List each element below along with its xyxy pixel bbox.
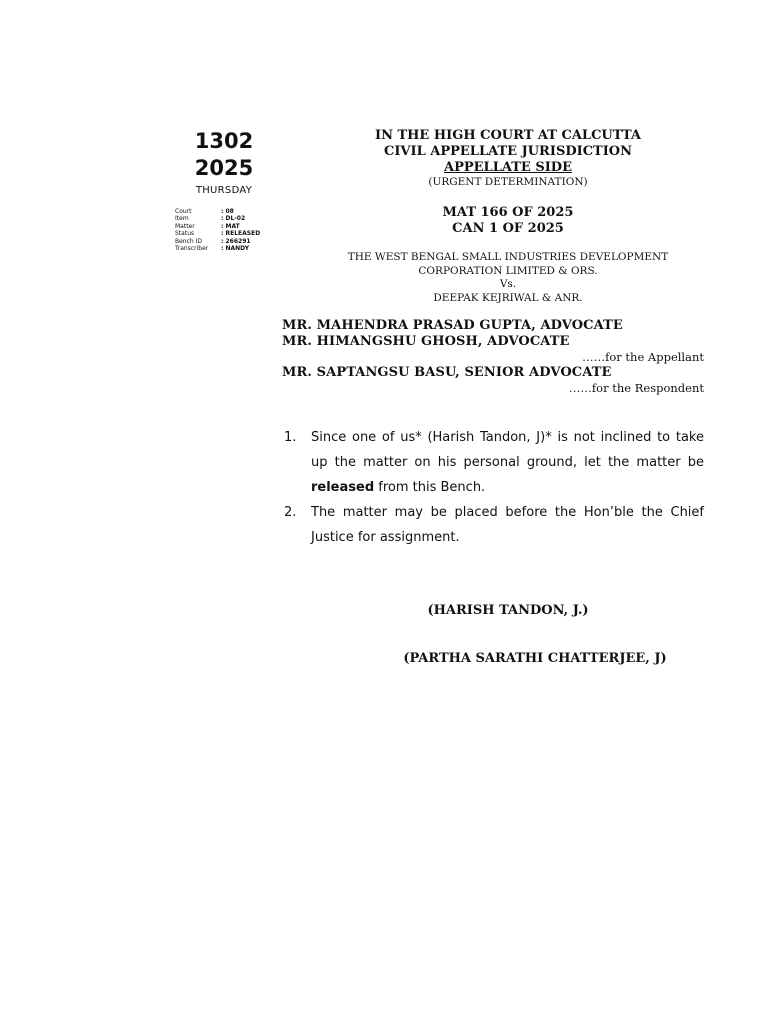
order-item-number: 1.	[284, 430, 297, 445]
meta-row-bench-id: Bench ID : 266291	[175, 237, 251, 245]
appellant-line-1: THE WEST BENGAL SMALL INDUSTRIES DEVELOPMENT	[347, 251, 669, 263]
meta-row-matter: Matter : MAT	[175, 222, 240, 230]
serial-number: 1302	[194, 129, 254, 153]
respondent-advocate: MR. SAPTANGSU BASU, SENIOR ADVOCATE	[282, 365, 612, 380]
side: APPELLATE SIDE	[444, 160, 572, 175]
listing-info	[168, 128, 280, 252]
order-item-text: The matter may be placed before the Hon’ble the Chief Justice for assignment.	[311, 505, 704, 545]
case-numbers	[300, 205, 716, 237]
released-emphasis: released	[311, 480, 375, 495]
order-item-number: 2.	[284, 505, 297, 520]
appellant-line-2: CORPORATION LIMITED & ORS.	[418, 264, 598, 277]
meta-row-court: Court : 08	[175, 208, 234, 215]
court-header	[300, 128, 716, 188]
appellant-advocate-1: MR. MAHENDRA PRASAD GUPTA, ADVOCATE	[282, 318, 623, 333]
counsel-appearances	[282, 318, 704, 396]
respondent-name: DEEPAK KEJRIWAL & ANR.	[433, 291, 583, 304]
for-respondent: ……for the Respondent	[568, 381, 704, 395]
order-item-text: Since one of us* (Harish Tandon, J)* is not inclined to take up the matter on his personal ground, let the matter be released from this Bench.	[311, 430, 704, 495]
meta-row-item: Item : DL-02	[175, 215, 246, 223]
order-item	[284, 500, 704, 550]
order-list	[284, 425, 704, 550]
court-name: IN THE HIGH COURT AT CALCUTTA	[374, 128, 642, 143]
case-secondary: CAN 1 OF 2025	[452, 221, 564, 236]
jurisdiction: CIVIL APPELLATE JURISDICTION	[384, 144, 632, 159]
listing-year: 2025	[194, 156, 254, 180]
meta-row-transcriber: Transcriber : NANDY	[175, 245, 250, 253]
listing-day: THURSDAY	[195, 185, 253, 196]
versus: Vs.	[499, 278, 517, 290]
signature-judge-1: (HARISH TANDON, J.)	[427, 603, 589, 618]
appellant-advocate-2: MR. HIMANGSHU GHOSH, ADVOCATE	[282, 334, 570, 349]
determination: (URGENT DETERMINATION)	[428, 176, 588, 188]
for-appellant: ……for the Appellant	[582, 350, 704, 364]
case-primary: MAT 166 OF 2025	[442, 205, 574, 220]
order-item	[284, 425, 704, 500]
meta-row-status: Status : RELEASED	[175, 230, 261, 238]
listing-meta	[175, 208, 280, 252]
signature-judge-2: (PARTHA SARATHI CHATTERJEE, J)	[403, 651, 667, 666]
parties	[300, 251, 716, 305]
